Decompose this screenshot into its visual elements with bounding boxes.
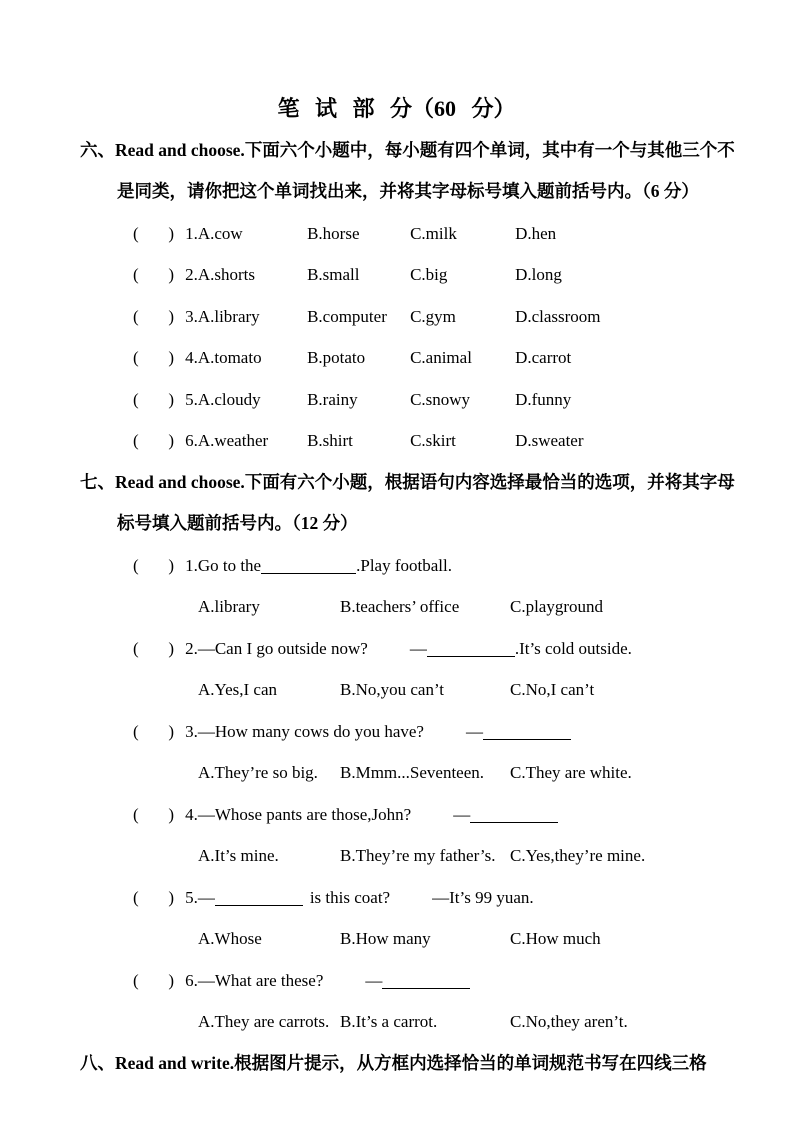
question-number: 1.	[185, 223, 198, 243]
s7-q5-options	[198, 918, 793, 960]
option-a: A.tomato	[197, 348, 262, 367]
reply-dash: —	[365, 970, 383, 990]
option-d: D.funny	[515, 389, 572, 409]
option-c: C.milk	[410, 223, 457, 243]
s7-q1-text: 1.Go to the	[185, 555, 262, 575]
answer-blank	[470, 822, 558, 823]
option-a: A.library	[197, 306, 260, 326]
option-b: B.rainy	[307, 389, 358, 409]
answer-bracket: ( )	[133, 348, 175, 367]
question-number: 5.	[185, 389, 198, 409]
section-8-instructions-line1: 根据图片提示，从方框内选择恰当的单词规范书写在四线三格	[234, 1052, 707, 1073]
answer-blank	[483, 739, 571, 740]
option-a: A.cow	[197, 223, 243, 243]
s6-question-row-1	[133, 213, 793, 255]
s7-question-6	[133, 960, 793, 1002]
option-a: A.cloudy	[197, 389, 261, 409]
answer-blank	[382, 988, 470, 989]
option-a: A.shorts	[197, 265, 255, 284]
option-c: C.Yes,they’re mine.	[510, 846, 646, 865]
s7-q2-text-after: .It’s cold outside.	[514, 638, 632, 658]
s7-q6-options	[198, 1001, 793, 1043]
answer-bracket: ( )	[133, 306, 175, 326]
s6-q1-cell-a	[185, 213, 307, 255]
s7-q4-options	[198, 835, 793, 877]
answer-bracket: ( )	[133, 721, 175, 741]
answer-bracket: ( )	[133, 638, 175, 658]
s7-question-3	[133, 711, 793, 753]
s6-question-row-2	[133, 254, 793, 296]
s6-q6-cell-a	[185, 420, 307, 462]
option-b: B.How many	[340, 929, 431, 948]
reply-dash: —	[409, 638, 427, 658]
section-6-instructions-line1: 下面六个小题中，每小题有四个单词，其中有一个与其他三个不	[244, 139, 735, 160]
s7-q5-text: 5.—	[185, 887, 215, 907]
s7-q5-text-mid: is this coat?	[309, 887, 391, 907]
s7-q3-options	[198, 752, 793, 794]
s7-q4-text: 4.—Whose pants are those,John?	[185, 804, 412, 824]
s7-question-2	[133, 628, 793, 670]
s7-q3-text: 3.—How many cows do you have?	[185, 721, 424, 741]
s7-q2-options	[198, 669, 793, 711]
s7-q2-text: 2.—Can I go outside now?	[185, 638, 368, 658]
section-7-instructions-line2: 标号填入题前括号内。（12 分）	[117, 513, 358, 533]
option-b: B.shirt	[307, 431, 353, 450]
s7-q6-text: 6.—What are these?	[185, 970, 324, 990]
option-c: C.animal	[410, 348, 472, 367]
option-d: D.long	[515, 265, 562, 284]
option-b: B.horse	[307, 223, 360, 243]
section-6	[0, 130, 793, 462]
option-c: C.No,I can’t	[510, 680, 595, 699]
option-c: C.snowy	[410, 389, 471, 409]
question-number: 3.	[185, 306, 198, 326]
reply-dash: —	[453, 804, 471, 824]
option-c: C.playground	[510, 597, 604, 616]
answer-bracket: ( )	[133, 223, 175, 243]
answer-blank	[261, 573, 356, 574]
option-c: C.skirt	[410, 431, 456, 450]
answer-blank	[427, 656, 515, 657]
option-b: B.computer	[307, 306, 387, 326]
s7-question-5	[133, 877, 793, 919]
section-8	[0, 1043, 793, 1085]
section-7-heading	[80, 462, 793, 504]
option-a: A.Yes,I can	[198, 680, 278, 699]
option-c: C.They are white.	[510, 763, 632, 782]
option-a: A.They are carrots.	[198, 1012, 330, 1031]
section-6-instructions-line2: 是同类，请你把这个单词找出来，并将其字母标号填入题前括号内。（6 分）	[117, 181, 699, 201]
option-b: B.potato	[307, 348, 366, 367]
answer-bracket: ( )	[133, 265, 175, 284]
option-c: C.How much	[510, 929, 601, 948]
section-7-number: 七、	[80, 471, 115, 492]
section-8-title-en: Read and write.	[115, 1052, 235, 1073]
s7-q5-reply: —It’s 99 yuan.	[432, 887, 534, 907]
answer-bracket: ( )	[133, 887, 175, 907]
section-8-heading	[80, 1043, 793, 1085]
s6-question-row-3	[133, 296, 793, 338]
section-8-number: 八、	[80, 1052, 115, 1073]
section-7	[0, 462, 793, 1043]
option-d: D.classroom	[515, 306, 601, 326]
option-c: C.No,they aren’t.	[510, 1012, 628, 1031]
question-number: 2.	[185, 265, 198, 284]
question-number: 6.	[185, 431, 198, 450]
answer-bracket: ( )	[133, 970, 175, 990]
s7-q1-text-after: .Play football.	[356, 555, 452, 575]
question-number: 4.	[185, 348, 198, 367]
section-6-heading	[80, 130, 793, 172]
section-6-title-en: Read and choose.	[115, 139, 245, 160]
section-7-instructions-line1: 下面有六个小题，根据语句内容选择最恰当的选项，并将其字母	[244, 471, 735, 492]
s7-question-1	[133, 545, 793, 587]
option-b: B.small	[307, 265, 360, 284]
answer-blank	[215, 905, 303, 906]
option-b: B.They’re my father’s.	[340, 846, 496, 865]
reply-dash: —	[465, 721, 483, 741]
option-d: D.hen	[515, 223, 557, 243]
section-7-title-en: Read and choose.	[115, 471, 245, 492]
option-c: C.big	[410, 265, 448, 284]
option-b: B.No,you can’t	[340, 680, 445, 699]
s6-q5-cell-a	[185, 379, 307, 421]
option-b: B.It’s a carrot.	[340, 1012, 438, 1031]
s6-question-row-6	[133, 420, 793, 462]
option-b: B.teachers’ office	[340, 597, 460, 616]
s6-question-row-4	[133, 337, 793, 379]
option-d: D.sweater	[515, 431, 584, 450]
s6-q3-cell-a	[185, 296, 307, 338]
option-a: A.They’re so big.	[198, 763, 318, 782]
option-d: D.carrot	[515, 348, 572, 367]
option-a: A.library	[198, 597, 260, 616]
answer-bracket: ( )	[133, 389, 175, 409]
option-b: B.Mmm...Seventeen.	[340, 763, 485, 782]
s7-question-4	[133, 794, 793, 836]
answer-bracket: ( )	[133, 804, 175, 824]
option-a: A.It’s mine.	[198, 846, 279, 865]
s6-question-row-5	[133, 379, 793, 421]
s7-q1-options	[198, 586, 793, 628]
option-c: C.gym	[410, 306, 456, 326]
s6-q2-cell-a	[185, 254, 307, 296]
section-6-number: 六、	[80, 139, 115, 160]
answer-bracket: ( )	[133, 431, 175, 450]
s6-q4-cell-a	[185, 337, 307, 379]
option-a: A.Whose	[198, 929, 262, 948]
answer-bracket: ( )	[133, 555, 175, 575]
page-title: 笔 试 部 分（60 分）	[277, 96, 516, 121]
option-a: A.weather	[197, 431, 269, 450]
